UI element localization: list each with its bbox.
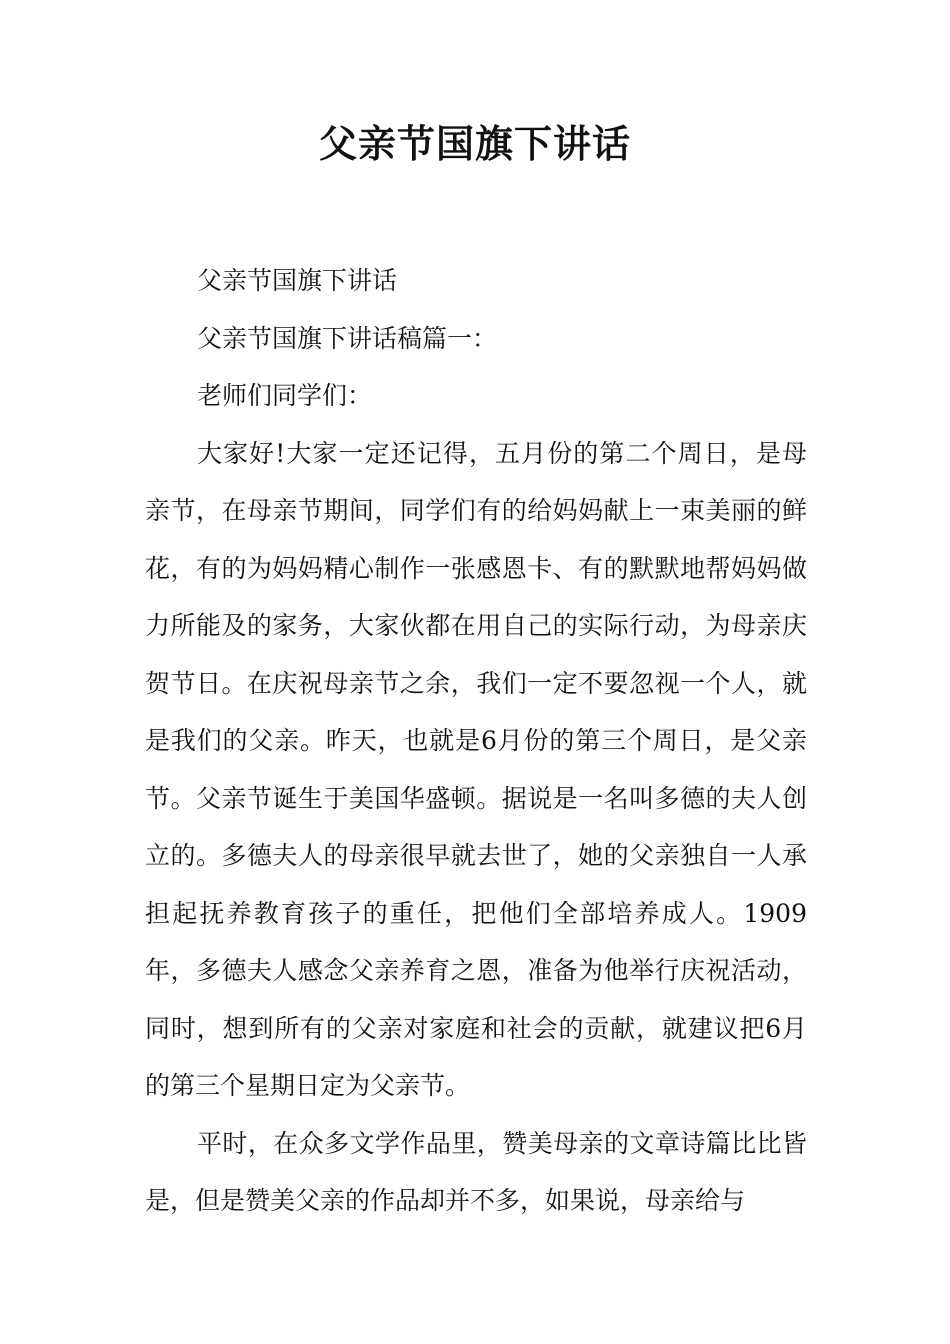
paragraph-heading: 父亲节国旗下讲话 [197, 266, 398, 295]
paragraph-salutation: 老师们同学们： [197, 381, 373, 410]
document-title: 父亲节国旗下讲话 [318, 122, 631, 166]
paragraph-body-1: 大家好!大家一定还记得，五月份的第二个周日，是母亲节，在母亲节期间，同学们有的给妈妈献上一束美丽的鲜花，有的为妈妈精心制作一张感恩卡、有的默默地帮妈妈做力所能及的家务，大家伙都在用自己的实际行动，为母亲庆贺节日。在庆祝母亲节之余，我们一定不要忽视一个人，就是我们的父亲。昨天，也就是6月份的第三个周日，是父亲节。父亲节诞生于美国华盛顿。据说是一名叫多德的夫人创立的。多德夫人的母亲很早就去世了，她的父亲独自一人承担起抚养教育孩子的重任，把他们全部培养成人。1909年，多德夫人感念父亲养育之恩，准备为他举行庆祝活动，同时，想到所有的父亲对家庭和社会的贡献，就建议把6月的第三个星期日定为父亲节。 [145, 438, 807, 1100]
paragraph-body-2: 平时，在众多文学作品里，赞美母亲的文章诗篇比比皆是，但是赞美父亲的作品却并不多，如果说，母亲给与 [145, 1128, 807, 1215]
paragraph-subheading: 父亲节国旗下讲话稿篇一： [197, 323, 498, 353]
document-body [145, 252, 807, 1230]
